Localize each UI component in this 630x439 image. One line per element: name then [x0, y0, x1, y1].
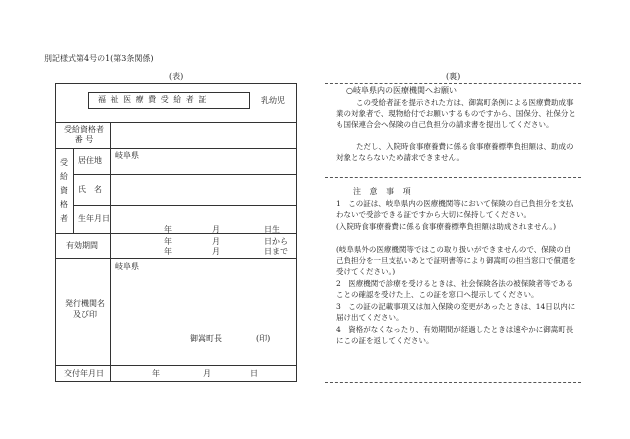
address-value: 岐阜県	[115, 151, 139, 160]
caution-title: 注 意 事 項	[353, 187, 414, 196]
caution-item-1-note-1: (入院時食事療養費に係る食事療養標準負担額は助成されません。)	[336, 222, 557, 231]
issue-month: 月	[203, 369, 211, 378]
issuer-label: 発行機関名 及び印	[65, 299, 105, 319]
caution-item-1: 1 この証は、岐阜県内の医療機関等において保険の自己負担分を支払わないで受診できる証ですから大切に保持してください。	[336, 199, 574, 219]
validity-from-month: 月	[212, 237, 220, 246]
validity-to-day: 日まで	[264, 247, 288, 256]
address-label: 居住地	[78, 156, 102, 165]
category-label: 乳幼児	[261, 96, 285, 105]
caution-item-2: 2 医療機関で診療を受けるときは、社会保険各法の被保険者等であることの確認を受けた上、この証を窓口へ提示してください。	[336, 279, 574, 299]
issue-date-label: 交付年月日	[64, 369, 104, 378]
seal-mark: (印)	[256, 334, 271, 343]
card-title: 福 祉 医 療 費 受 給 者 証	[98, 95, 208, 104]
back-side-label: (裏)	[446, 72, 461, 81]
validity-from-day: 日から	[264, 237, 288, 246]
issue-year: 年	[152, 369, 160, 378]
form-reference: 別記様式第4号の1(第3条関係)	[44, 54, 154, 63]
notice-paragraph-1: この受給者証を提示された方は、御嵩町条例による医療費助成事業の対象者で、現物給付でお願いするものですから、国保分、社保分とも国保連合会へ保険の自己負担分の請求書を提出してください。	[336, 98, 576, 129]
validity-label: 有効期間	[66, 241, 98, 250]
validity-from-year: 年	[164, 237, 172, 246]
birthdate-label: 生年月日	[78, 214, 110, 223]
name-label: 氏 名	[78, 185, 102, 194]
notice-title: ○岐阜県内の医療機関へお願い	[346, 86, 457, 95]
validity-to-year: 年	[164, 247, 172, 256]
caution-item-1-note-2: (岐阜県外の医療機関等ではこの取り扱いができませんので、保険の自己負担分を一旦支払いあとで証明書等により御嵩町の担当窓口で償還を受けてください。)	[336, 245, 576, 276]
caution-item-3: 3 この証の記載事項又は加入保険の変更があったときは、14日以内に届け出てください。	[336, 302, 576, 322]
recipient-number-label: 受給資格者 番 号	[64, 125, 104, 144]
caution-item-4: 4 資格がなくなったり、有効期間が経過したときは速やかに御嵩町長にこの証を返してください。	[336, 325, 574, 345]
birthdate-year: 年	[164, 225, 172, 234]
notice-paragraph-2: ただし、入院時食事療養費に係る食事療養標準負担額は、助成の対象とならないため請求できません。	[336, 142, 574, 162]
validity-to-month: 月	[212, 247, 220, 256]
issuer-mayor: 御嵩町長	[190, 334, 222, 343]
front-side-label: (表)	[169, 72, 184, 81]
recipient-label: 受給資格者	[60, 158, 68, 223]
birthdate-day: 日生	[264, 225, 280, 234]
issuer-prefecture: 岐阜県	[115, 262, 139, 271]
birthdate-month: 月	[212, 225, 220, 234]
issue-day: 日	[250, 369, 258, 378]
